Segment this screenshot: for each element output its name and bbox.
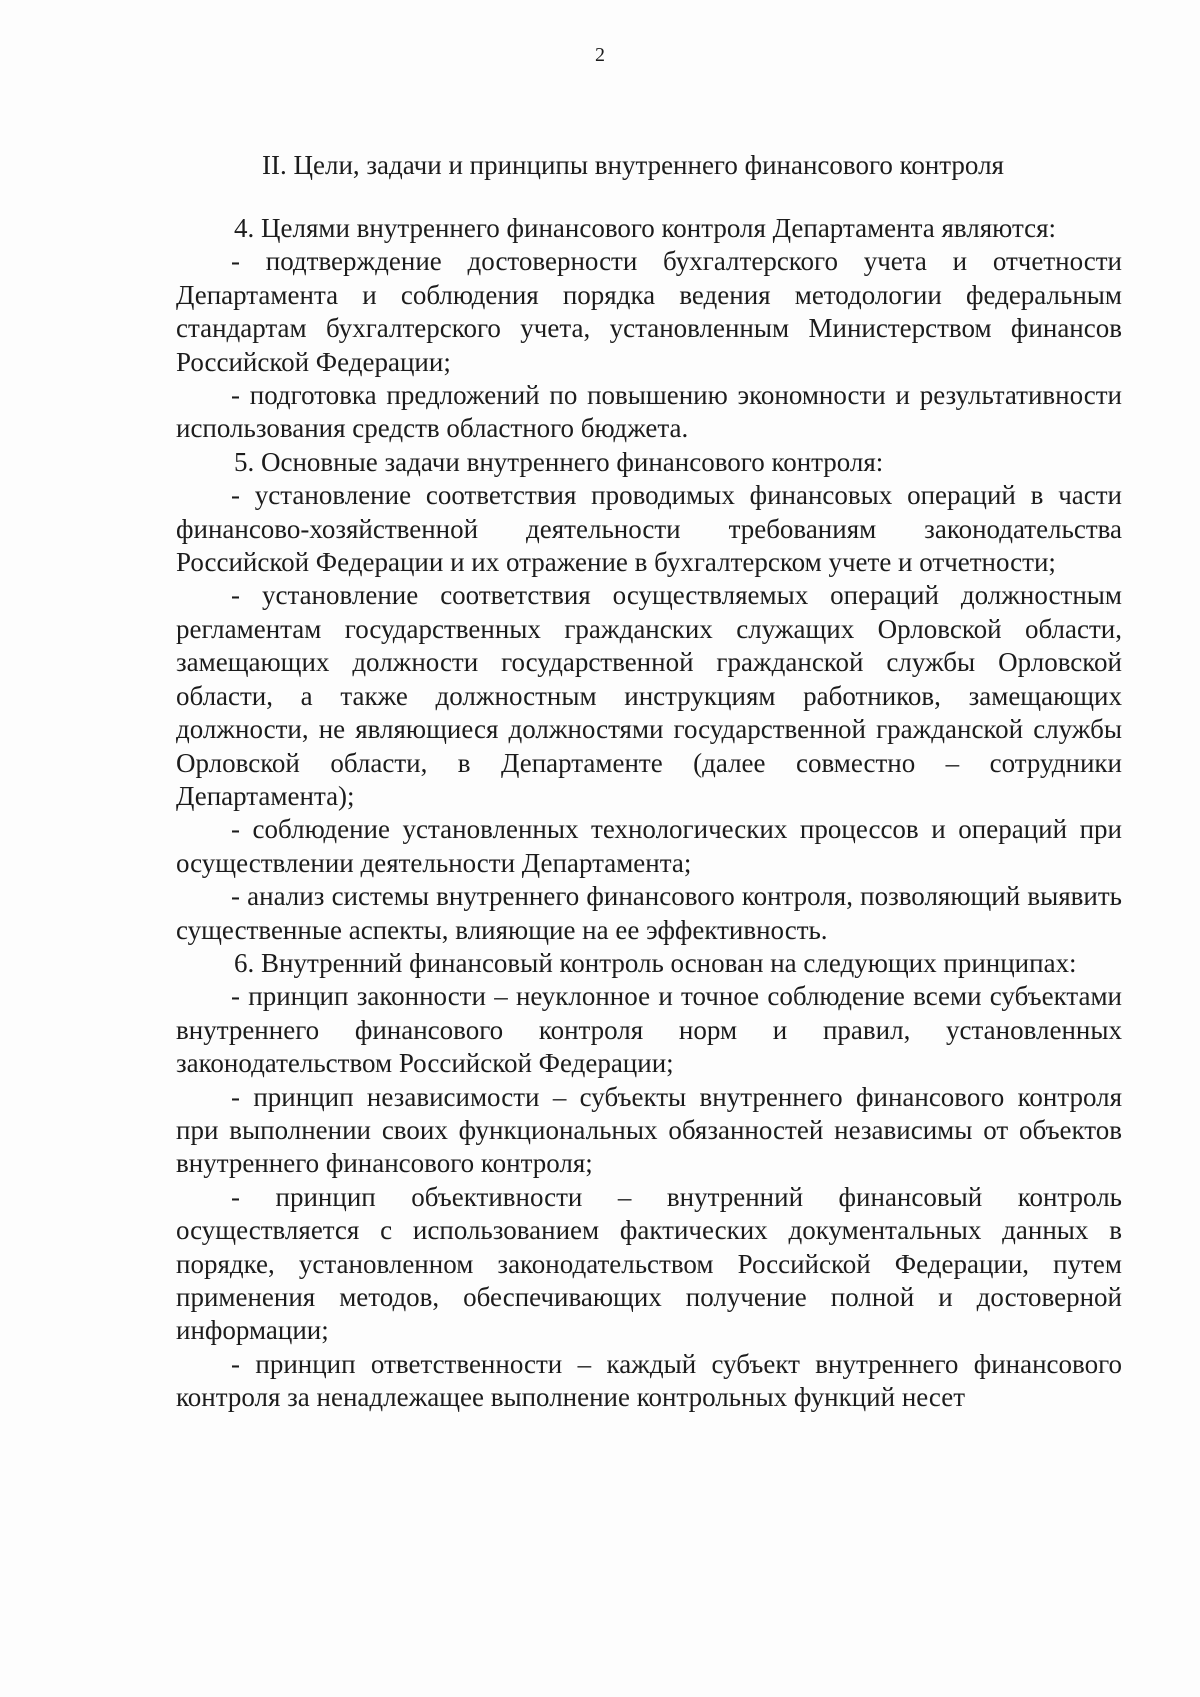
paragraph-task-compliance: - установление соответствия проводимых финансовых операций в части финансово-хозяйственной деятельности требованиям законодательства Российской Федерации и их отражение в бухгалтерском учете и отчетности;	[176, 480, 1122, 578]
paragraph-goal-reliability: - подтверждение достоверности бухгалтерского учета и отчетности Департамента и соблюдения порядка ведения методологии федеральным стандартам бухгалтерского учета, установленным Министерством финансов Российской Федерации;	[176, 246, 1122, 377]
paragraph-task-processes: - соблюдение установленных технологических процессов и операций при осуществлении деятельности Департамента;	[176, 814, 1122, 878]
paragraph-principle-responsibility: - принцип ответственности – каждый субъект внутреннего финансового контроля за ненадлежащее выполнение контрольных функций несет	[176, 1348, 1122, 1413]
section-heading: II. Цели, задачи и принципы внутреннего финансового контроля	[262, 150, 1004, 180]
paragraph-principle-independence: - принцип независимости – субъекты внутреннего финансового контроля при выполнении своих функциональных обязанностей независимы от объектов внутреннего финансового контроля;	[176, 1081, 1122, 1179]
paragraph-principle-objectivity: - принцип объективности – внутренний финансовый контроль осуществляется с использованием фактических документальных данных в порядке, установленном законодательством Российской Федерации, путем применения методов, обеспечивающих получение полной и достоверной информации;	[176, 1181, 1122, 1346]
body-text	[176, 212, 1122, 1415]
paragraph-principles: 6. Внутренний финансовый контроль основан на следующих принципах:	[234, 947, 1077, 978]
paragraph-goals: 4. Целями внутреннего финансового контроля Департамента являются:	[234, 213, 1056, 243]
paragraph-goal-efficiency: - подготовка предложений по повышению экономности и результативности использования средств областного бюджета.	[176, 380, 1122, 444]
paragraph-tasks: 5. Основные задачи внутреннего финансового контроля:	[234, 446, 884, 477]
paragraph-task-analysis: - анализ системы внутреннего финансового контроля, позволяющий выявить существенные аспекты, влияющие на ее эффективность.	[176, 881, 1122, 945]
paragraph-principle-legality: - принцип законности – неуклонное и точное соблюдение всеми субъектами внутреннего финансового контроля норм и правил, установленных законодательством Российской Федерации;	[176, 981, 1122, 1079]
page-number: 2	[595, 44, 605, 66]
paragraph-task-regulations: - установление соответствия осуществляемых операций должностным регламентам государственных гражданских служащих Орловской области, замещающих должности государственной гражданской службы Орловской области, а также должностным инструкциям работников, замещающих должности, не являющиеся должностями государственной гражданской службы Орловской области, в Департаменте (далее совместно – сотрудники Департамента);	[176, 580, 1122, 811]
